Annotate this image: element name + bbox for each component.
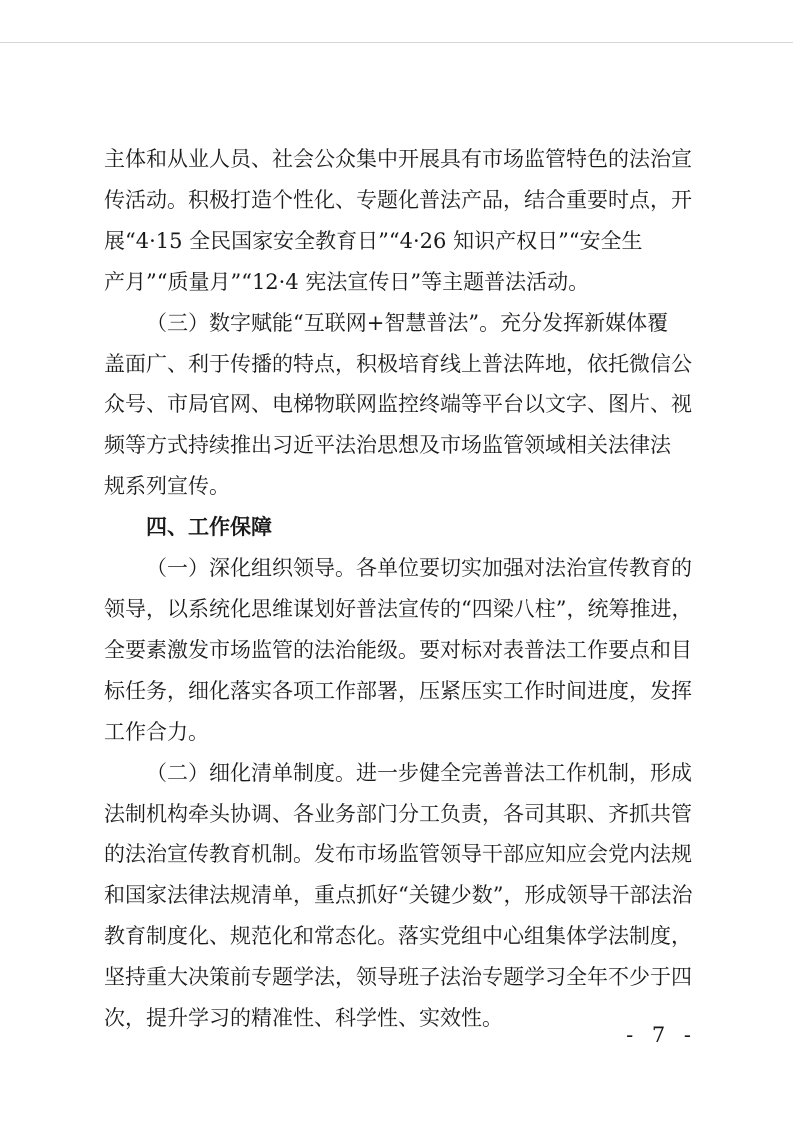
text-line: 和国家法律法规清单，重点抓好“关键少数”，形成领导干部法治 <box>104 883 693 908</box>
top-rule <box>0 42 793 43</box>
paragraph-digital-empowerment <box>104 303 696 508</box>
text-line: 产月”“质量月”“12·4 宪法宣传日”等主题普法活动。 <box>104 269 590 294</box>
text-line: （三）数字赋能“互联网+智慧普法”。充分发挥新媒体覆 <box>146 310 669 335</box>
paragraph-continued-activities <box>104 139 696 303</box>
text-line: 的法治宣传教育机制。发布市场监管领导干部应知应会党内法规 <box>104 842 692 867</box>
text-line: 法制机构牵头协调、各业务部门分工负责，各司其职、齐抓共管 <box>104 801 692 826</box>
section-heading-work-guarantee: 四、工作保障 <box>146 515 272 540</box>
text-line: 全要素激发市场监管的法治能级。要对标对表普法工作要点和目 <box>104 637 692 662</box>
text-line: 次，提升学习的精准性、科学性、实效性。 <box>104 1006 503 1031</box>
paragraph-organizational-leadership <box>104 548 696 753</box>
page-number: - 7 - <box>626 1023 697 1047</box>
text-line: 展“4·15 全民国家安全教育日”“4·26 知识产权日”“安全生 <box>104 228 643 253</box>
text-line: 工作合力。 <box>104 719 209 744</box>
document-body <box>104 139 696 1039</box>
text-line: （一）深化组织领导。各单位要切实加强对法治宣传教育的 <box>146 556 692 581</box>
text-line: 传活动。积极打造个性化、专题化普法产品，结合重要时点，开 <box>104 187 692 212</box>
text-line: 教育制度化、规范化和常态化。落实党组中心组集体学法制度， <box>104 924 692 949</box>
text-line: 规系列宣传。 <box>104 474 230 499</box>
text-line: 主体和从业人员、社会公众集中开展具有市场监管特色的法治宣 <box>104 147 692 171</box>
text-line: 频等方式持续推出习近平法治思想及市场监管领域相关法律法 <box>104 433 671 458</box>
text-line: 领导，以系统化思维谋划好普法宣传的“四梁八柱”，统筹推进， <box>104 596 693 621</box>
text-line: 盖面广、利于传播的特点，积极培育线上普法阵地，依托微信公 <box>104 351 692 376</box>
text-line: 坚持重大决策前专题学法，领导班子法治专题学习全年不少于四 <box>104 965 692 990</box>
text-line: 众号、市局官网、电梯物联网监控终端等平台以文字、图片、视 <box>104 392 692 417</box>
text-line: 标任务，细化落实各项工作部署，压紧压实工作时间进度，发挥 <box>104 678 692 703</box>
paragraph-list-system <box>104 753 696 1039</box>
text-line: （二）细化清单制度。进一步健全完善普法工作机制，形成 <box>146 760 692 785</box>
